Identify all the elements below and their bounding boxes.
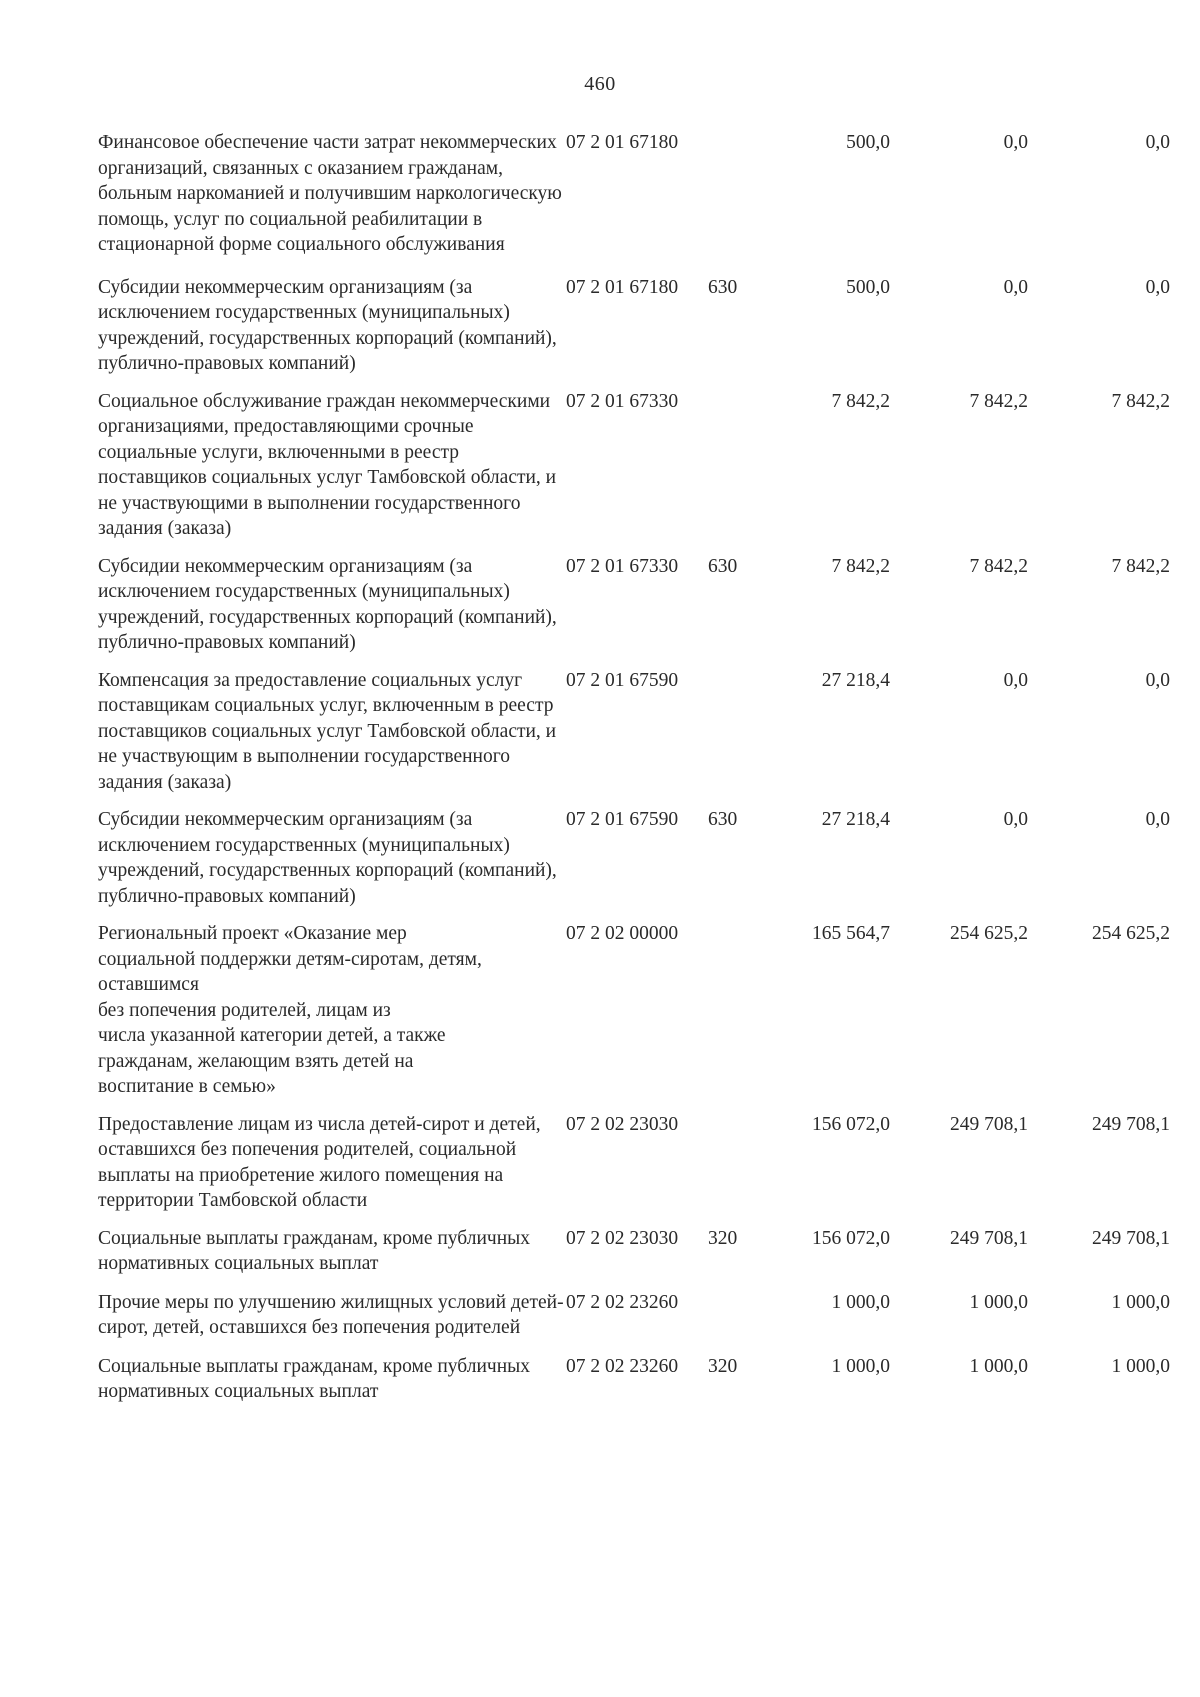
table-row [98,389,1172,554]
row-description: Социальные выплаты гражданам, кроме публичных нормативных социальных выплат [98,1355,530,1402]
row-description: Финансовое обеспечение части затрат некоммерческих организаций, связанных с оказанием гражданам, больным наркоманией и получившим наркологическую помощь, услуг по социальной реабилитации в стационарной форме социального обслуживания [98,132,562,255]
target-article-code: 07 2 01 67330 [566,555,679,577]
expense-type-code: 630 [708,555,738,577]
amount-year-3: 0,0 [1145,809,1170,830]
row-description: Социальное обслуживание граждан некоммерческими организациями, предоставляющими срочные социальные услуги, включенными в реестр поставщиков социальных услуг Тамбовской области, и не участвующими в выполнении государственного задания (заказа) [98,390,557,539]
table-row [98,668,1172,808]
amount-year-2: 1 000,0 [969,1291,1028,1313]
target-article-code: 07 2 01 67590 [566,809,679,830]
row-description: Социальные выплаты гражданам, кроме публичных нормативных социальных выплат [98,1227,530,1274]
amount-year-2: 0,0 [1003,669,1028,691]
amount-year-2: 7 842,2 [969,555,1028,577]
expense-type-code: 630 [708,809,738,830]
amount-year-3: 249 708,1 [1092,1227,1170,1249]
amount-year-2: 7 842,2 [969,390,1028,412]
table-row [98,807,1172,921]
expense-type-code [708,1290,758,1354]
amount-year-3: 0,0 [1145,132,1170,153]
table-row [98,921,1172,1112]
amount-year-2: 249 708,1 [950,1227,1028,1249]
amount-year-2: 0,0 [1003,809,1028,830]
row-description: Субсидии некоммерческим организациям (за исключением государственных (муниципальных) учреждений, государственных корпораций (компаний), публично-правовых компаний) [98,555,557,653]
expense-type-code: 320 [708,1227,738,1249]
amount-year-2: 1 000,0 [969,1355,1028,1377]
amount-year-3: 7 842,2 [1111,555,1170,577]
table-row [98,554,1172,668]
target-article-code: 07 2 01 67330 [566,390,679,412]
expense-type-code [708,668,758,808]
amount-year-1: 7 842,2 [831,555,890,577]
amount-year-1: 1 000,0 [831,1291,890,1313]
amount-year-2: 0,0 [1003,276,1028,298]
amount-year-1: 165 564,7 [812,923,890,944]
target-article-code: 07 2 01 67590 [566,669,679,691]
table-row [98,1226,1172,1290]
budget-table [98,130,1172,1405]
amount-year-3: 0,0 [1145,669,1170,691]
row-description: Субсидии некоммерческим организациям (за исключением государственных (муниципальных) учреждений, государственных корпораций (компаний), публично-правовых компаний) [98,276,557,374]
expense-type-code [708,1112,758,1226]
table-row [98,275,1172,389]
expense-type-code: 320 [708,1355,738,1377]
amount-year-2: 0,0 [1003,132,1028,153]
expense-type-code [708,130,758,275]
expense-type-code: 630 [708,276,738,298]
target-article-code: 07 2 01 67180 [566,276,679,298]
amount-year-1: 1 000,0 [831,1355,890,1377]
amount-year-1: 156 072,0 [812,1113,890,1135]
amount-year-3: 1 000,0 [1111,1291,1170,1313]
table-row [98,130,1172,275]
amount-year-2: 249 708,1 [950,1113,1028,1135]
expense-type-code [708,389,758,554]
amount-year-3: 7 842,2 [1111,390,1170,412]
row-description: Региональный проект «Оказание мер социальной поддержки детям-сиротам, детям, оставшимся без попечения родителей, лицам из числа указанной категории детей, а также гражданам, желающим взять детей на воспитание в семью» [98,923,482,1097]
target-article-code: 07 2 02 23260 [566,1355,679,1377]
target-article-code: 07 2 02 23260 [566,1291,679,1313]
target-article-code: 07 2 02 23030 [566,1113,679,1135]
amount-year-2: 254 625,2 [950,923,1028,944]
expense-type-code [708,921,758,1112]
target-article-code: 07 2 02 00000 [566,923,679,944]
row-description: Предоставление лицам из числа детей-сирот и детей, оставшихся без попечения родителей, социальной выплаты на приобретение жилого помещения на территории Тамбовской области [98,1113,541,1211]
table-row [98,1354,1172,1405]
row-description: Компенсация за предоставление социальных услуг поставщикам социальных услуг, включенным в реестр поставщиков социальных услуг Тамбовской области, и не участвующим в выполнении государственного задания (заказа) [98,669,557,793]
table-body [98,130,1172,1405]
amount-year-1: 27 218,4 [821,809,890,830]
amount-year-1: 156 072,0 [812,1227,890,1249]
target-article-code: 07 2 01 67180 [566,132,679,153]
amount-year-1: 500,0 [846,276,890,298]
target-article-code: 07 2 02 23030 [566,1227,679,1249]
amount-year-1: 7 842,2 [831,390,890,412]
row-description: Прочие меры по улучшению жилищных условий детей-сирот, детей, оставшихся без попечения родителей [98,1291,564,1338]
table-row [98,1112,1172,1226]
amount-year-3: 254 625,2 [1092,923,1170,944]
page-number: 460 [584,73,616,95]
table-row [98,1290,1172,1354]
amount-year-3: 0,0 [1145,276,1170,298]
amount-year-3: 1 000,0 [1111,1355,1170,1377]
amount-year-1: 27 218,4 [821,669,890,691]
amount-year-1: 500,0 [846,132,890,153]
row-description: Субсидии некоммерческим организациям (за исключением государственных (муниципальных) учреждений, государственных корпораций (компаний), публично-правовых компаний) [98,809,557,907]
amount-year-3: 249 708,1 [1092,1113,1170,1135]
